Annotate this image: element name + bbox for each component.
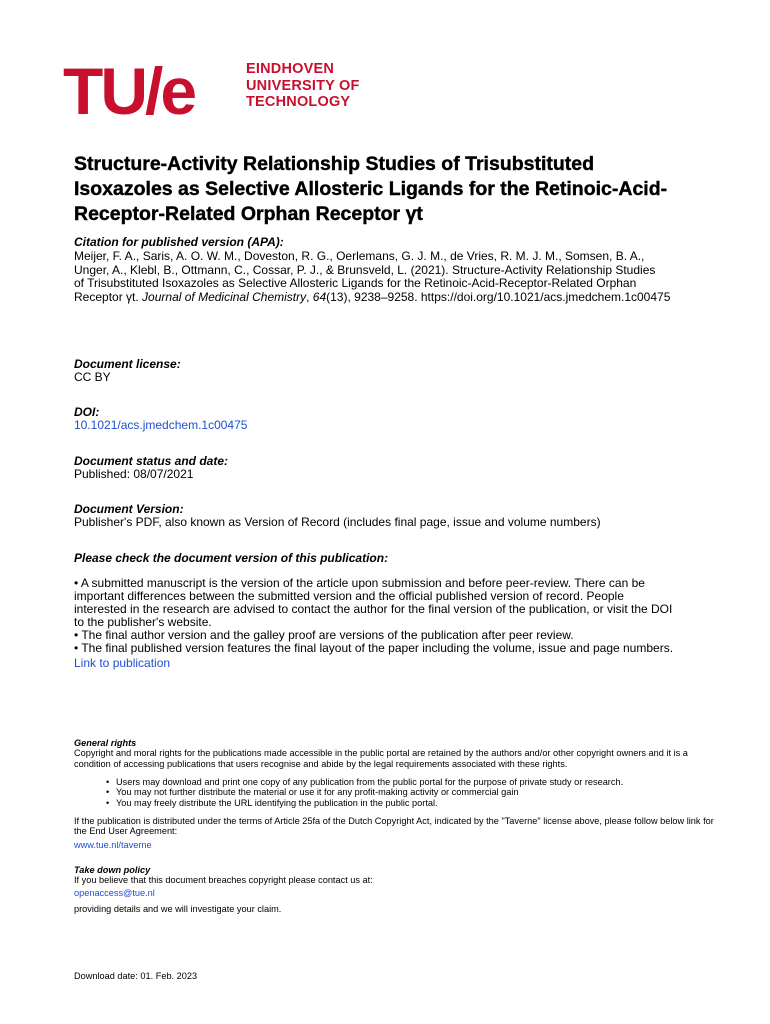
takedown-label: Take down policy — [74, 865, 151, 875]
doi-section — [74, 405, 247, 433]
check-label: Please check the document version of this publication: — [74, 551, 389, 565]
citation-label: Citation for published version (APA): — [74, 235, 284, 249]
download-date: Download date: 01. Feb. 2023 — [74, 971, 198, 981]
list-item: • You may freely distribute the URL identifying the publication in the public portal. — [106, 798, 706, 808]
link-to-publication[interactable]: Link to publication — [74, 656, 171, 671]
version-label: Document Version: — [74, 502, 184, 516]
citation-section — [74, 235, 734, 304]
doi-label: DOI: — [74, 405, 100, 419]
takedown-section — [74, 865, 714, 886]
status-section — [74, 454, 228, 482]
check-text: • A submitted manuscript is the version of the article upon submission and before peer-review. There can be important differences between the submitted version and the official published version of record. People interested in the research are advised to contact the author for the final version of the publication, or visit the DOI to the publisher's website. • The final author version and the galley proof are versions of the publication after peer review. • The final published version features the final layout of the paper including the volume, issue and page numbers. — [74, 576, 674, 655]
page-title: Structure-Activity Relationship Studies of Trisubstituted Isoxazoles as Selective Allosteric Ligands for the Retinoic-Acid-Receptor-Related Orphan Receptor γt — [74, 153, 668, 225]
license-value: CC BY — [74, 370, 111, 384]
license-label: Document license: — [74, 357, 181, 371]
taverne-text: If the publication is distributed under the terms of Article 25fa of the Dutch Copyright Act, indicated by the "Taverne" license above, please follow below link for the End User Agreement: — [74, 816, 714, 837]
rights-text: Copyright and moral rights for the publications made accessible in the public portal are retained by the authors and/or other copyright owners and it is a condition of accessing publications that users recognise and abide by the legal requirements associated with these rights. — [74, 748, 688, 769]
taverne-link[interactable]: www.tue.nl/taverne — [74, 840, 152, 850]
takedown-email[interactable]: openaccess@tue.nl — [74, 888, 155, 898]
takedown-text: If you believe that this document breaches copyright please contact us at: — [74, 875, 373, 886]
check-section — [74, 551, 674, 671]
logo-mark: TU/e — [63, 58, 195, 118]
status-label: Document status and date: — [74, 454, 229, 468]
takedown-after: providing details and we will investigate your claim. — [74, 904, 282, 914]
rights-section — [74, 738, 724, 769]
rights-label: General rights — [74, 738, 137, 748]
version-value: Publisher's PDF, also known as Version of Record (includes final page, issue and volume numbers) — [74, 515, 601, 529]
list-item: • Users may download and print one copy of any publication from the public portal for the purpose of private study or research. — [106, 777, 706, 787]
status-value: Published: 08/07/2021 — [74, 467, 194, 481]
license-section — [74, 357, 181, 385]
list-item: • You may not further distribute the material or use it for any profit-making activity or commercial gain — [106, 787, 706, 797]
doi-link[interactable]: 10.1021/acs.jmedchem.1c00475 — [74, 418, 248, 432]
version-section — [74, 502, 754, 530]
rights-list — [106, 777, 706, 808]
citation-text: Meijer, F. A., Saris, A. O. W. M., Doveston, R. G., Oerlemans, G. J. M., de Vries, R. M. J. M., Somsen, B. A., Unger, A., Klebl, B., Ottmann, C., Cossar, P. J., & Brunsveld, L. (2021). Structure-Activity Relationship Studies of Trisubstituted Isoxazoles as Selective Allosteric Ligands for the Retinoic-Acid-Receptor-Related Orphan Receptor γt. Journal of Medicinal Chemistry, 64(13), 9238–9258. https://doi.org/10.1021/acs.jmedchem.1c00475 — [74, 249, 671, 304]
university-name: EINDHOVEN UNIVERSITY OF TECHNOLOGY — [246, 61, 360, 110]
